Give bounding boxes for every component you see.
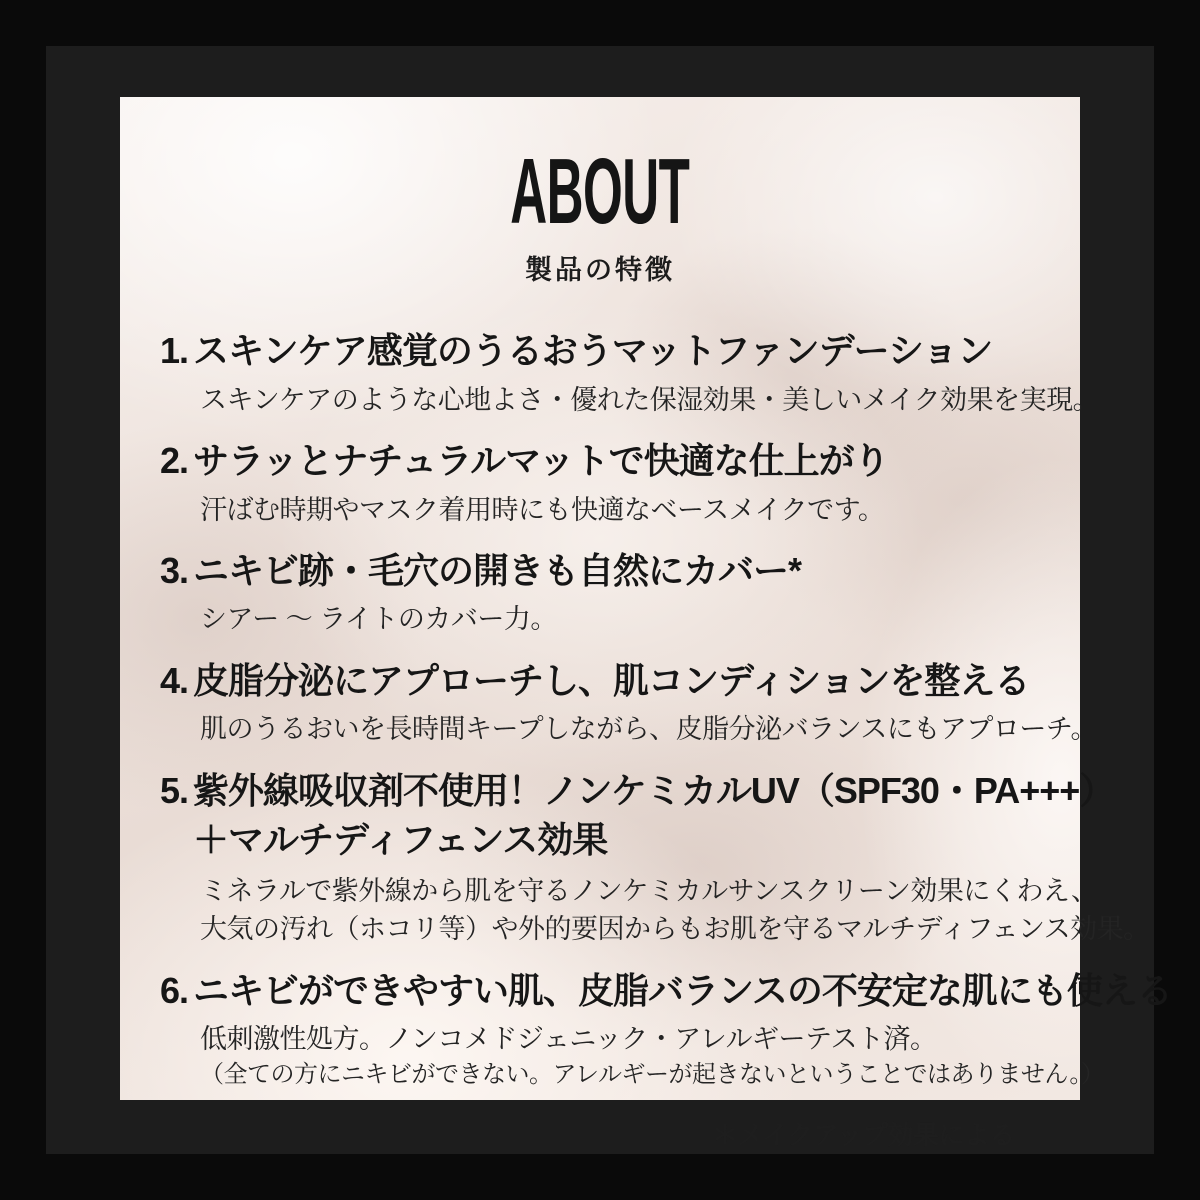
title-block (120, 97, 1080, 287)
feature-desc: 肌のうるおいを長時間キープしながら、皮脂分泌バランスにもアプローチ。 (200, 714, 1097, 745)
footnote: ＊メイクアップ効果による (711, 1119, 1015, 1150)
feature-desc: ミネラルで紫外線から肌を守るノンケミカルサンスクリーン効果にくわえ、 (200, 875, 1098, 906)
feature-heading: 紫外線吸収剤不使用！ノンケミカルUV（SPF30・PA+++） (193, 769, 1115, 811)
feature-number: 6. (160, 969, 189, 1011)
feature-desc: 大気の汚れ（ホコリ等）や外的要因からもお肌を守るマルチディフェンス効果。 (200, 914, 1150, 945)
feature-list (120, 287, 1172, 1093)
feature-number: 1. (160, 330, 189, 371)
feature-heading: サラッとナチュラルマットで快適な仕上がり (193, 439, 889, 481)
feature-item-3 (160, 551, 1040, 639)
feature-heading-row (160, 441, 1040, 481)
feature-heading: スキンケア感覚のうるおうマットファンデーション (193, 330, 993, 371)
feature-heading: ニキビ跡・毛穴の開きも自然にカバー* (193, 549, 802, 591)
feature-desc: シアー ～ ライトのカバー力。 (200, 604, 557, 635)
feature-number: 3. (160, 549, 189, 591)
feature-number: 2. (160, 439, 189, 481)
feature-desc-block (160, 381, 1100, 419)
page-title: ABOUT (510, 139, 690, 243)
feature-desc-block (160, 1020, 1105, 1092)
feature-desc-block (160, 491, 1040, 529)
feature-item-5 (160, 769, 1150, 949)
feature-heading: ニキビができやすい肌、皮脂バランスの不安定な肌にも使える (193, 969, 1172, 1011)
feature-heading-row (160, 769, 1115, 811)
feature-heading-line2: ＋マルチディフェンス効果 (193, 819, 608, 861)
feature-desc: スキンケアのような心地よさ・優れた保湿効果・美しいメイク効果を実現。 (200, 384, 1100, 415)
feature-item-1 (160, 330, 1100, 419)
feature-item-2 (160, 441, 1040, 529)
feature-desc: 低刺激性処方。ノンコメドジェニック・アレルギーテスト済。 (200, 1024, 937, 1055)
feature-heading-row (160, 661, 1040, 701)
feature-desc-block (160, 710, 1097, 748)
feature-number: 5. (160, 769, 189, 811)
feature-heading-row-2 (160, 820, 1040, 860)
feature-heading-row (160, 551, 1040, 591)
feature-item-6 (160, 969, 1172, 1093)
feature-desc: 汗ばむ時期やマスク着用時にも快適なベースメイクです。 (200, 494, 885, 525)
feature-desc-block (160, 600, 1040, 638)
feature-heading-row (160, 969, 1172, 1011)
feature-desc-note: （全ての方にニキビができない。アレルギーが起きないということではありません。） (200, 1061, 1105, 1089)
feature-item-4 (160, 659, 1097, 749)
page-subtitle: 製品の特徴 (525, 255, 675, 285)
content-panel (120, 97, 1172, 1150)
feature-number: 4. (160, 659, 189, 701)
feature-heading-row (160, 331, 1040, 371)
feature-desc-block (160, 872, 1150, 949)
feature-heading: 皮脂分泌にアプローチし、肌コンディションを整える (193, 659, 1030, 701)
